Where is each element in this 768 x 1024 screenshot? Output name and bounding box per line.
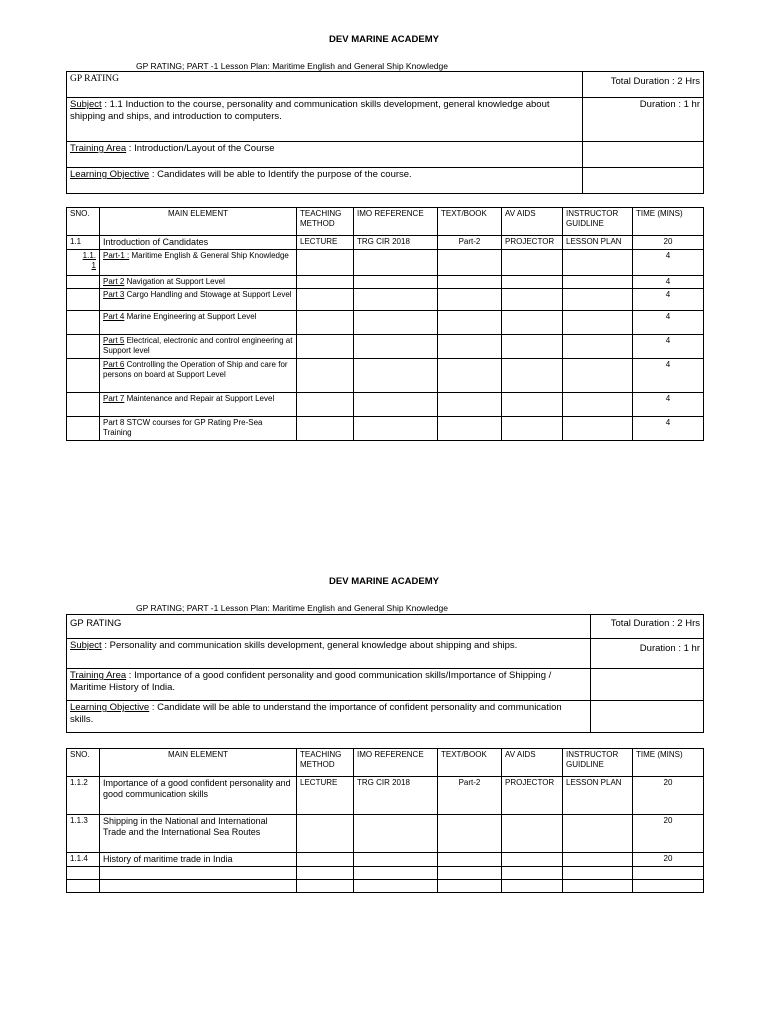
subject-cell — [67, 639, 591, 669]
course-header-table-1 — [66, 71, 704, 194]
empty-cell — [438, 815, 502, 853]
learning-objective-cell — [67, 701, 591, 733]
row-element — [100, 250, 297, 276]
table-row — [67, 815, 704, 853]
col-av-aids: AV AIDS — [502, 208, 563, 236]
empty-cell — [297, 815, 354, 853]
lesson-table-2 — [66, 748, 704, 893]
empty-cell — [438, 867, 502, 880]
empty-cell — [354, 311, 438, 335]
empty-cell — [502, 250, 563, 276]
row-sno: 1.1.2 — [67, 777, 100, 815]
row-time: 4 — [633, 289, 704, 311]
empty-cell — [67, 276, 100, 289]
row-element: Importance of a good confident personality and good communication skills — [100, 777, 297, 815]
row-time: 20 — [633, 853, 704, 867]
empty-cell — [67, 880, 100, 893]
row-prefix: Part 7 — [103, 394, 125, 403]
col-imo-reference: IMO REFERENCE — [354, 208, 438, 236]
learning-objective-label: Learning Objective — [70, 169, 150, 180]
row-element — [100, 276, 297, 289]
row-time: 20 — [633, 777, 704, 815]
empty-cell — [67, 867, 100, 880]
training-area-cell — [67, 142, 583, 168]
empty-cell — [502, 393, 563, 417]
row-prefix: Part 5 — [103, 336, 125, 345]
row-element — [100, 335, 297, 359]
empty-cell — [583, 142, 704, 168]
row-time: 4 — [633, 276, 704, 289]
row-time: 4 — [633, 417, 704, 441]
col-time-mins: TIME (MINS) — [633, 208, 704, 236]
row-sno: 1.1. 1 — [67, 250, 100, 276]
col-instructor-guideline: INSTRUCTOR GUIDLINE — [563, 749, 633, 777]
table-row — [67, 289, 704, 311]
row-method: LECTURE — [297, 777, 354, 815]
empty-cell — [100, 880, 297, 893]
row-prefix: Part-1 : — [103, 251, 130, 260]
empty-cell — [563, 289, 633, 311]
empty-cell — [67, 417, 100, 441]
col-sno: SNO. — [67, 208, 100, 236]
learning-objective-cell — [67, 168, 583, 194]
empty-cell — [583, 168, 704, 194]
empty-cell — [297, 867, 354, 880]
empty-cell — [563, 815, 633, 853]
table-row — [67, 250, 704, 276]
duration: Duration : 1 hr — [591, 639, 704, 669]
empty-cell — [67, 335, 100, 359]
table-row — [67, 311, 704, 335]
col-main-element: MAIN ELEMENT — [100, 749, 297, 777]
subject-cell — [67, 98, 583, 142]
empty-cell — [100, 867, 297, 880]
empty-cell — [502, 853, 563, 867]
col-main-element: MAIN ELEMENT — [100, 208, 297, 236]
empty-cell — [438, 250, 502, 276]
empty-cell — [354, 853, 438, 867]
row-time: 4 — [633, 250, 704, 276]
empty-cell — [438, 853, 502, 867]
row-element-text: Marine Engineering at Support Level — [124, 312, 257, 321]
empty-cell — [297, 311, 354, 335]
training-area-cell — [67, 669, 591, 701]
empty-cell — [563, 276, 633, 289]
empty-cell — [67, 359, 100, 393]
row-prefix: Part 4 — [103, 312, 125, 321]
empty-cell — [297, 393, 354, 417]
row-element: Part 8 STCW courses for GP Rating Pre-Sea Training — [100, 417, 297, 441]
empty-cell — [563, 359, 633, 393]
empty-cell — [438, 359, 502, 393]
row-element: Introduction of Candidates — [100, 236, 297, 250]
empty-cell — [633, 867, 704, 880]
learning-objective-text: : Candidates will be able to Identify the purpose of the course. — [149, 169, 412, 180]
table-row — [67, 777, 704, 815]
empty-cell — [591, 669, 704, 701]
empty-cell — [354, 359, 438, 393]
empty-cell — [354, 335, 438, 359]
empty-cell — [591, 701, 704, 733]
learning-objective-label: Learning Objective — [70, 702, 150, 713]
subject-label: Subject — [70, 99, 102, 110]
empty-cell — [438, 335, 502, 359]
empty-cell — [563, 393, 633, 417]
empty-cell — [502, 880, 563, 893]
empty-cell — [563, 335, 633, 359]
empty-cell — [502, 335, 563, 359]
empty-cell — [438, 289, 502, 311]
empty-cell — [354, 880, 438, 893]
row-method: LECTURE — [297, 236, 354, 250]
empty-cell — [354, 417, 438, 441]
col-teaching-method: TEACHING METHOD — [297, 749, 354, 777]
empty-cell — [502, 276, 563, 289]
empty-cell — [354, 867, 438, 880]
training-area-label: Training Area — [70, 143, 127, 154]
empty-cell — [67, 393, 100, 417]
table-row — [67, 276, 704, 289]
empty-cell — [297, 359, 354, 393]
row-book: Part-2 — [438, 777, 502, 815]
course-header-table-2 — [66, 614, 704, 733]
row-element — [100, 289, 297, 311]
empty-cell — [502, 867, 563, 880]
row-element: History of maritime trade in India — [100, 853, 297, 867]
row-element — [100, 359, 297, 393]
empty-cell — [438, 393, 502, 417]
duration: Duration : 1 hr — [583, 98, 704, 142]
col-imo-reference: IMO REFERENCE — [354, 749, 438, 777]
total-duration: Total Duration : 2 Hrs — [583, 72, 704, 98]
total-duration: Total Duration : 2 Hrs — [591, 615, 704, 639]
row-prefix: Part 3 — [103, 290, 125, 299]
empty-cell — [297, 335, 354, 359]
empty-cell — [502, 417, 563, 441]
col-teaching-method: TEACHING METHOD — [297, 208, 354, 236]
row-time: 4 — [633, 311, 704, 335]
subject-label: Subject — [70, 640, 102, 651]
empty-cell — [438, 417, 502, 441]
training-area-label: Training Area — [70, 670, 127, 681]
row-element-text: Electrical, electronic and control engineering at Support level — [103, 336, 293, 355]
row-av: PROJECTOR — [502, 777, 563, 815]
lesson-plan-subtitle-2: GP RATING; PART -1 Lesson Plan: Maritime English and General Ship Knowledge — [136, 603, 448, 613]
empty-cell — [502, 359, 563, 393]
empty-cell — [502, 311, 563, 335]
row-element: Shipping in the National and International Trade and the International Sea Routes — [100, 815, 297, 853]
row-av: PROJECTOR — [502, 236, 563, 250]
empty-cell — [297, 853, 354, 867]
row-guide: LESSON PLAN — [563, 236, 633, 250]
row-guide: LESSON PLAN — [563, 777, 633, 815]
empty-cell — [354, 393, 438, 417]
empty-cell — [67, 289, 100, 311]
empty-cell — [502, 815, 563, 853]
row-time: 20 — [633, 236, 704, 250]
row-element-text: Controlling the Operation of Ship and care for persons on board at Support Level — [103, 360, 288, 379]
empty-cell — [438, 880, 502, 893]
row-prefix: Part 6 — [103, 360, 125, 369]
row-book: Part-2 — [438, 236, 502, 250]
row-element — [100, 311, 297, 335]
lesson-plan-subtitle-1: GP RATING; PART -1 Lesson Plan: Maritime English and General Ship Knowledge — [136, 61, 448, 71]
col-sno: SNO. — [67, 749, 100, 777]
row-element-text: Maritime English & General Ship Knowledge — [129, 251, 289, 260]
col-text-book: TEXT/BOOK — [438, 749, 502, 777]
table-row — [67, 236, 704, 250]
empty-cell — [563, 417, 633, 441]
row-time: 4 — [633, 335, 704, 359]
col-time-mins: TIME (MINS) — [633, 749, 704, 777]
empty-cell — [354, 250, 438, 276]
gp-rating-label: GP RATING — [67, 72, 583, 98]
empty-cell — [297, 289, 354, 311]
empty-cell — [563, 311, 633, 335]
col-instructor-guideline: INSTRUCTOR GUIDLINE — [563, 208, 633, 236]
row-sno: 1.1.3 — [67, 815, 100, 853]
col-av-aids: AV AIDS — [502, 749, 563, 777]
academy-title-1: DEV MARINE ACADEMY — [329, 34, 439, 45]
row-prefix: Part 2 — [103, 277, 125, 286]
gp-rating-label: GP RATING — [67, 615, 591, 639]
row-time: 4 — [633, 359, 704, 393]
training-area-text: : Importance of a good confident personality and good communication skills/Importance of Shipping / Maritime History of India. — [70, 670, 552, 693]
row-element — [100, 393, 297, 417]
row-sno: 1.1 — [67, 236, 100, 250]
empty-cell — [563, 853, 633, 867]
academy-title-2: DEV MARINE ACADEMY — [329, 576, 439, 587]
empty-cell — [563, 250, 633, 276]
empty-cell — [633, 880, 704, 893]
subject-text: : 1.1 Induction to the course, personality and communication skills development, general knowledge about shipping and ships, and introduction to computers. — [70, 99, 550, 122]
table-row — [67, 867, 704, 880]
empty-cell — [502, 289, 563, 311]
table-row — [67, 359, 704, 393]
empty-cell — [563, 867, 633, 880]
row-element-text: Navigation at Support Level — [124, 277, 225, 286]
row-time: 4 — [633, 393, 704, 417]
row-time: 20 — [633, 815, 704, 853]
empty-cell — [297, 250, 354, 276]
table-row — [67, 393, 704, 417]
col-text-book: TEXT/BOOK — [438, 208, 502, 236]
empty-cell — [67, 311, 100, 335]
row-imo: TRG CIR 2018 — [354, 777, 438, 815]
empty-cell — [297, 417, 354, 441]
subject-text: : Personality and communication skills development, general knowledge about shipping and ships. — [101, 640, 518, 651]
table-row — [67, 853, 704, 867]
row-imo: TRG CIR 2018 — [354, 236, 438, 250]
learning-objective-text: : Candidate will be able to understand the importance of confident personality and communication skills. — [70, 702, 562, 725]
table-row — [67, 335, 704, 359]
empty-cell — [354, 815, 438, 853]
empty-cell — [438, 276, 502, 289]
empty-cell — [354, 276, 438, 289]
table-row — [67, 880, 704, 893]
lesson-table-header — [67, 208, 704, 236]
empty-cell — [563, 880, 633, 893]
lesson-table-1 — [66, 207, 704, 441]
row-element-text: Cargo Handling and Stowage at Support Level — [124, 290, 292, 299]
row-sno: 1.1.4 — [67, 853, 100, 867]
empty-cell — [354, 289, 438, 311]
empty-cell — [297, 276, 354, 289]
row-element-text: Maintenance and Repair at Support Level — [124, 394, 275, 403]
lesson-table-header — [67, 749, 704, 777]
empty-cell — [297, 880, 354, 893]
empty-cell — [438, 311, 502, 335]
table-row — [67, 417, 704, 441]
training-area-text: : Introduction/Layout of the Course — [126, 143, 275, 154]
